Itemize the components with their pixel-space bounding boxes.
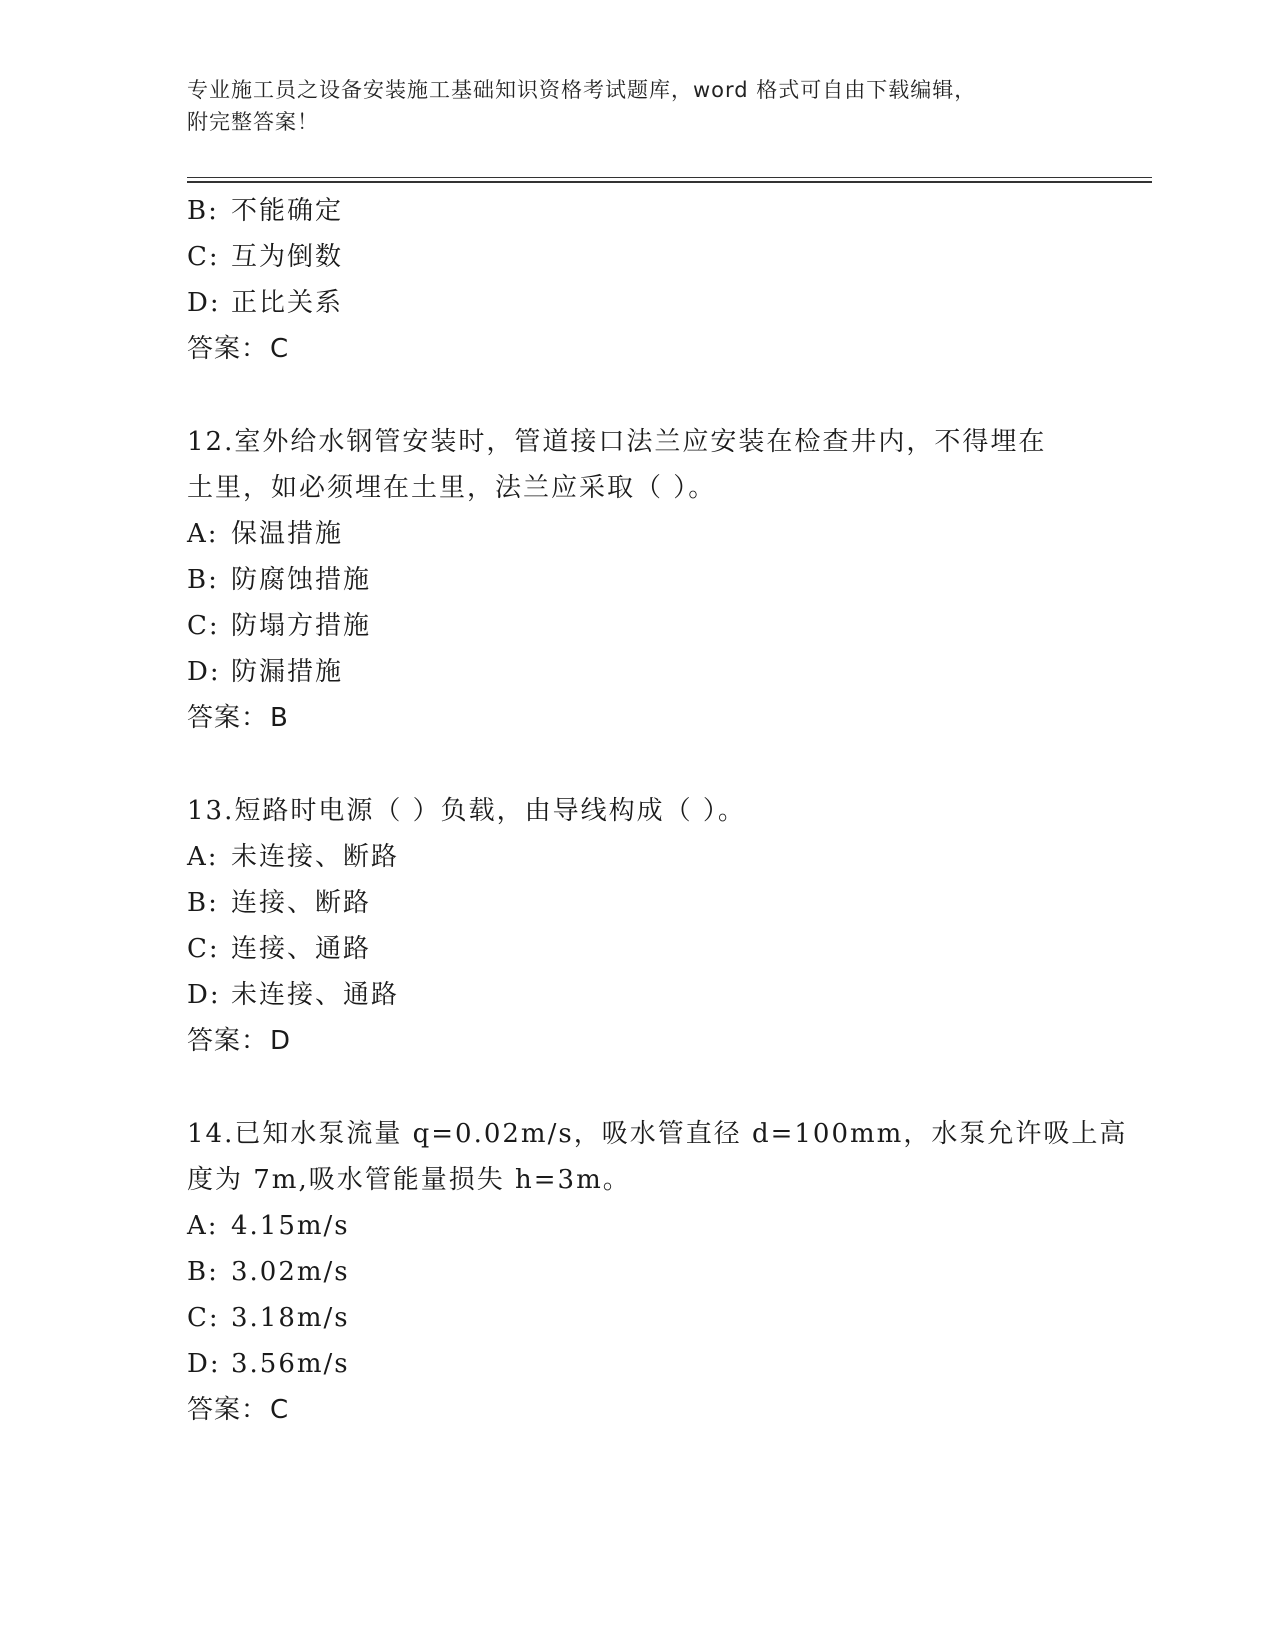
option-text: 不能确定 [231, 196, 344, 226]
option-a [187, 834, 1087, 880]
option-text: 3.56m/s [231, 1349, 350, 1379]
header-divider-thick [187, 181, 1152, 183]
spacer [187, 1064, 1087, 1111]
option-letter: A: [187, 842, 219, 872]
option-text: 3.18m/s [231, 1303, 350, 1333]
option-text: 互为倒数 [231, 242, 344, 272]
option-text: 4.15m/s [231, 1211, 350, 1241]
document-header [187, 74, 1087, 138]
option-a [187, 511, 1087, 557]
option-letter: A: [187, 1211, 219, 1241]
header-line-2: 附完整答案！ [187, 110, 319, 134]
option-c [187, 234, 1087, 280]
option-letter: D: [187, 980, 221, 1010]
question-list [187, 188, 1128, 1433]
answer-line [187, 1387, 1087, 1433]
header-divider-thin [187, 177, 1152, 178]
question-11-tail [187, 188, 1087, 372]
spacer [187, 372, 1087, 419]
answer-line [187, 326, 1087, 372]
option-text: 保温措施 [231, 519, 344, 549]
option-text: 正比关系 [231, 288, 344, 318]
option-text: 防塌方措施 [231, 611, 372, 641]
answer-label: 答案： [187, 1395, 269, 1425]
option-b [187, 1249, 1087, 1295]
option-a [187, 1203, 1087, 1249]
option-letter: C: [187, 242, 220, 272]
option-letter: D: [187, 657, 221, 687]
question-text-line-1: 14.已知水泵流量 q=0.02m/s，吸水管直径 d=100mm，水泵允许吸上高 [187, 1119, 1128, 1149]
option-letter: C: [187, 934, 220, 964]
question-12 [187, 419, 1087, 741]
option-c [187, 1295, 1087, 1341]
header-line-1: 专业施工员之设备安装施工基础知识资格考试题库，word 格式可自由下载编辑， [187, 78, 977, 102]
option-b [187, 188, 1087, 234]
answer-label: 答案： [187, 703, 269, 733]
option-text: 未连接、断路 [231, 842, 400, 872]
option-letter: B: [187, 196, 219, 226]
option-d [187, 649, 1087, 695]
answer-label: 答案： [187, 1026, 269, 1056]
answer-line [187, 1018, 1087, 1064]
option-letter: C: [187, 611, 220, 641]
answer-value: D [270, 1026, 292, 1056]
option-text: 连接、通路 [231, 934, 372, 964]
option-b [187, 557, 1087, 603]
option-letter: D: [187, 1349, 221, 1379]
option-d [187, 1341, 1087, 1387]
answer-value: B [270, 703, 289, 733]
option-letter: B: [187, 888, 219, 918]
option-c [187, 603, 1087, 649]
option-text: 防腐蚀措施 [231, 565, 372, 595]
option-text: 3.02m/s [231, 1257, 350, 1287]
option-text: 连接、断路 [231, 888, 372, 918]
option-letter: A: [187, 519, 219, 549]
answer-label: 答案： [187, 334, 269, 364]
option-letter: C: [187, 1303, 220, 1333]
option-d [187, 972, 1087, 1018]
option-d [187, 280, 1087, 326]
option-letter: B: [187, 1257, 219, 1287]
question-text-line-2: 土里，如必须埋在土里，法兰应采取（ ）。 [187, 473, 717, 503]
spacer [187, 741, 1087, 788]
answer-value: C [270, 1395, 290, 1425]
answer-line [187, 695, 1087, 741]
option-text: 防漏措施 [231, 657, 344, 687]
question-14 [187, 1111, 1128, 1433]
option-letter: D: [187, 288, 221, 318]
question-text-line-1: 12.室外给水钢管安装时，管道接口法兰应安装在检查井内，不得埋在 [187, 427, 1047, 457]
answer-value: C [270, 334, 290, 364]
question-text-line-1: 13.短路时电源（ ）负载，由导线构成（ ）。 [187, 796, 746, 826]
question-13 [187, 788, 1087, 1064]
option-letter: B: [187, 565, 219, 595]
option-c [187, 926, 1087, 972]
question-text-line-2: 度为 7m,吸水管能量损失 h=3m。 [187, 1165, 631, 1195]
option-b [187, 880, 1087, 926]
option-text: 未连接、通路 [231, 980, 400, 1010]
